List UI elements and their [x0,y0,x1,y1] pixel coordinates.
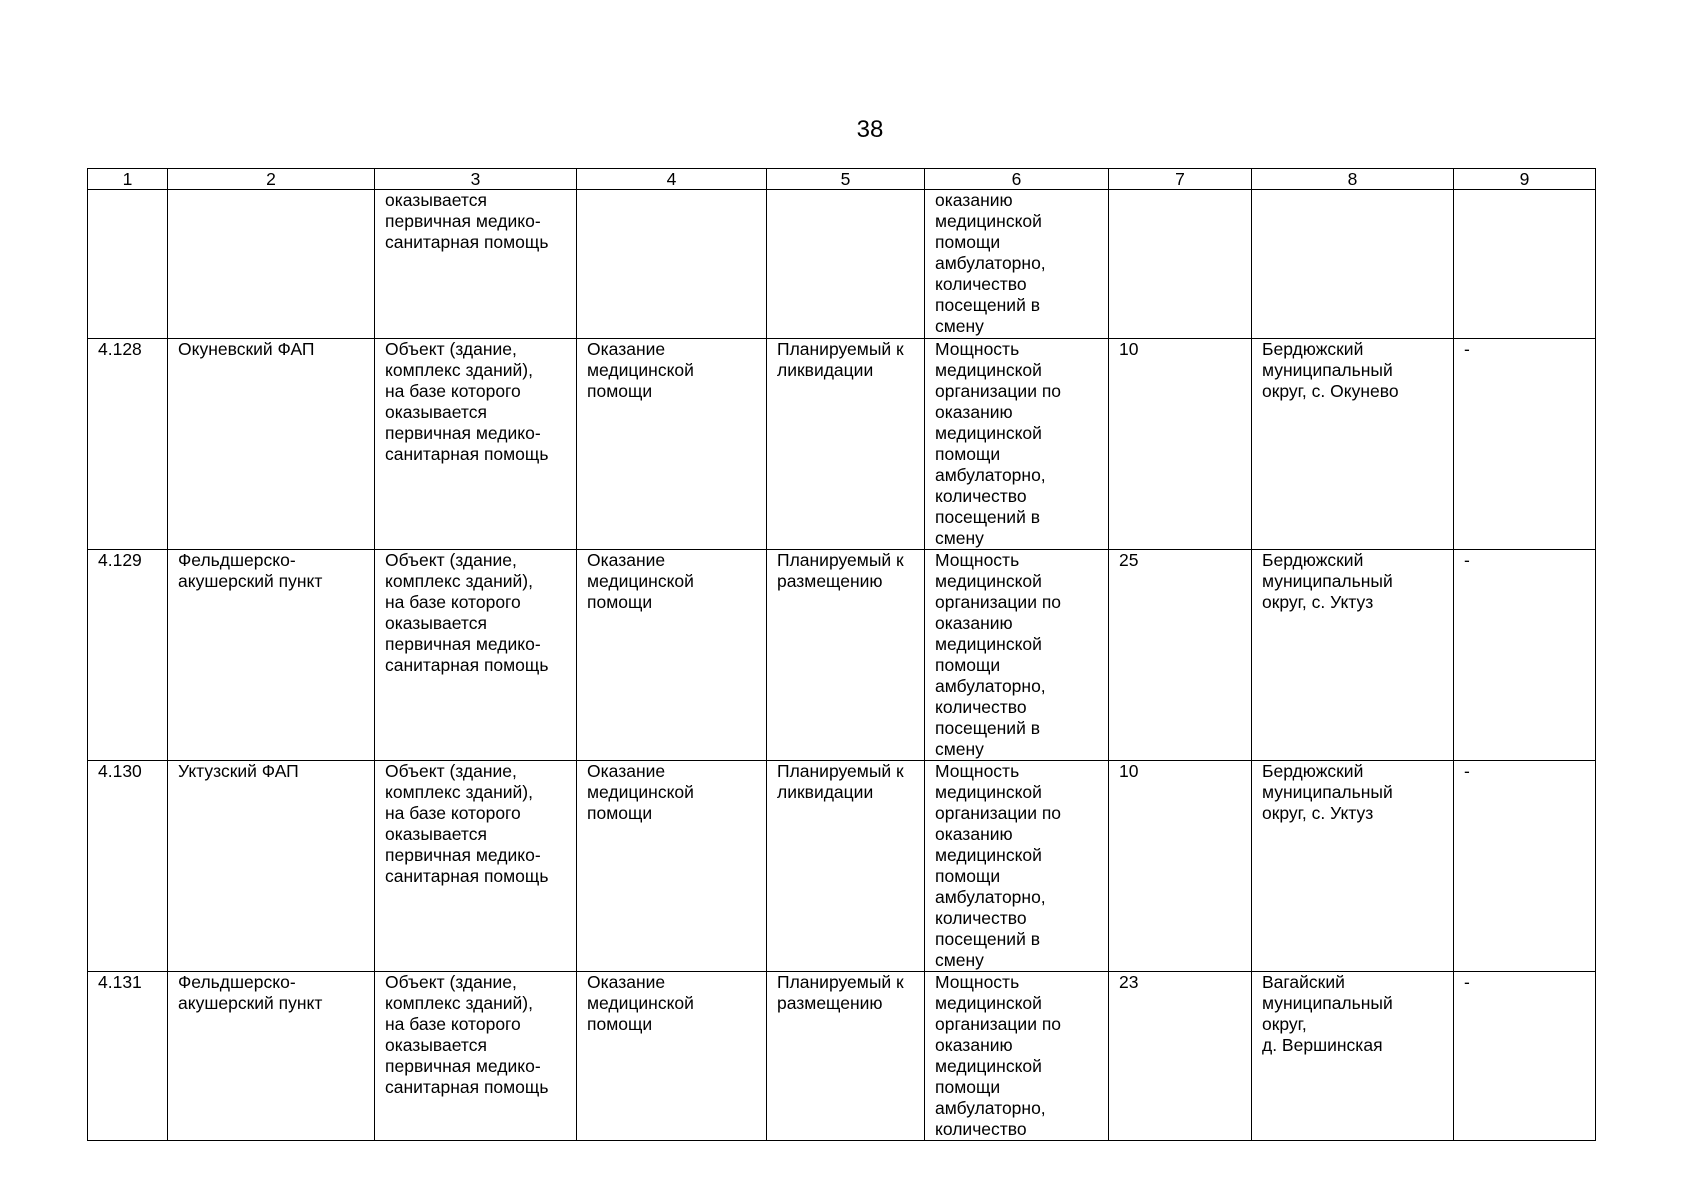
page-number: 38 [856,116,884,143]
table-cell: - [1454,339,1596,550]
table-cell: 23 [1109,972,1252,1141]
table-cell [577,190,767,339]
table-row [88,339,1596,550]
table-cell: 4.131 [88,972,168,1141]
table-cell [1109,190,1252,339]
table-cell: 4.130 [88,761,168,972]
table-cell [88,190,168,339]
header-cell-7: 7 [1109,169,1252,190]
table-cell: Объект (здание, комплекс зданий), на базе которого оказывается первичная медико- санитарная помощь [375,550,577,761]
header-cell-4: 4 [577,169,767,190]
table-cell: Мощность медицинской организации по оказанию медицинской помощи амбулаторно, количество посещений в смену [925,761,1109,972]
table-row-continuation [88,190,1596,339]
table-cell: 4.129 [88,550,168,761]
table-cell: Вагайский муниципальный округ, д. Вершинская [1252,972,1454,1141]
header-cell-5: 5 [767,169,925,190]
table-cell: - [1454,972,1596,1141]
table-cell: 10 [1109,761,1252,972]
table-cell: оказывается первичная медико- санитарная помощь [375,190,577,339]
header-cell-1: 1 [88,169,168,190]
table-cell: Планируемый к ликвидации [767,761,925,972]
table-cell: Бердюжский муниципальный округ, с. Уктуз [1252,761,1454,972]
table-cell: - [1454,550,1596,761]
table-cell: Фельдшерско- акушерский пункт [168,550,375,761]
table-cell: Планируемый к размещению [767,550,925,761]
table-cell: Оказание медицинской помощи [577,972,767,1141]
table-cell: Объект (здание, комплекс зданий), на базе которого оказывается первичная медико- санитарная помощь [375,761,577,972]
table-cell: Планируемый к ликвидации [767,339,925,550]
table-cell: оказанию медицинской помощи амбулаторно, количество посещений в смену [925,190,1109,339]
header-cell-8: 8 [1252,169,1454,190]
table-cell: Бердюжский муниципальный округ, с. Окунево [1252,339,1454,550]
table-cell: Фельдшерско- акушерский пункт [168,972,375,1141]
table-cell [767,190,925,339]
table-cell: 10 [1109,339,1252,550]
header-cell-6: 6 [925,169,1109,190]
table-cell: Мощность медицинской организации по оказанию медицинской помощи амбулаторно, количество посещений в смену [925,550,1109,761]
table-cell: Планируемый к размещению [767,972,925,1141]
table-cell: Окуневский ФАП [168,339,375,550]
table-row [88,761,1596,972]
table-cell [1252,190,1454,339]
facilities-table [87,168,1596,1141]
table-cell: Оказание медицинской помощи [577,761,767,972]
header-cell-9: 9 [1454,169,1596,190]
table-cell: Оказание медицинской помощи [577,550,767,761]
table-cell: Оказание медицинской помощи [577,339,767,550]
table-cell: - [1454,761,1596,972]
header-row [88,169,1596,190]
header-cell-3: 3 [375,169,577,190]
table-cell: 25 [1109,550,1252,761]
table-cell: Бердюжский муниципальный округ, с. Уктуз [1252,550,1454,761]
table-row [88,550,1596,761]
table-cell: Объект (здание, комплекс зданий), на базе которого оказывается первичная медико- санитарная помощь [375,339,577,550]
table-cell: Уктузский ФАП [168,761,375,972]
table-cell [168,190,375,339]
table-cell: Мощность медицинской организации по оказанию медицинской помощи амбулаторно, количество [925,972,1109,1141]
table-cell: 4.128 [88,339,168,550]
table-row [88,972,1596,1141]
table-cell: Объект (здание, комплекс зданий), на базе которого оказывается первичная медико- санитарная помощь [375,972,577,1141]
header-cell-2: 2 [168,169,375,190]
table-cell: Мощность медицинской организации по оказанию медицинской помощи амбулаторно, количество посещений в смену [925,339,1109,550]
table-cell [1454,190,1596,339]
